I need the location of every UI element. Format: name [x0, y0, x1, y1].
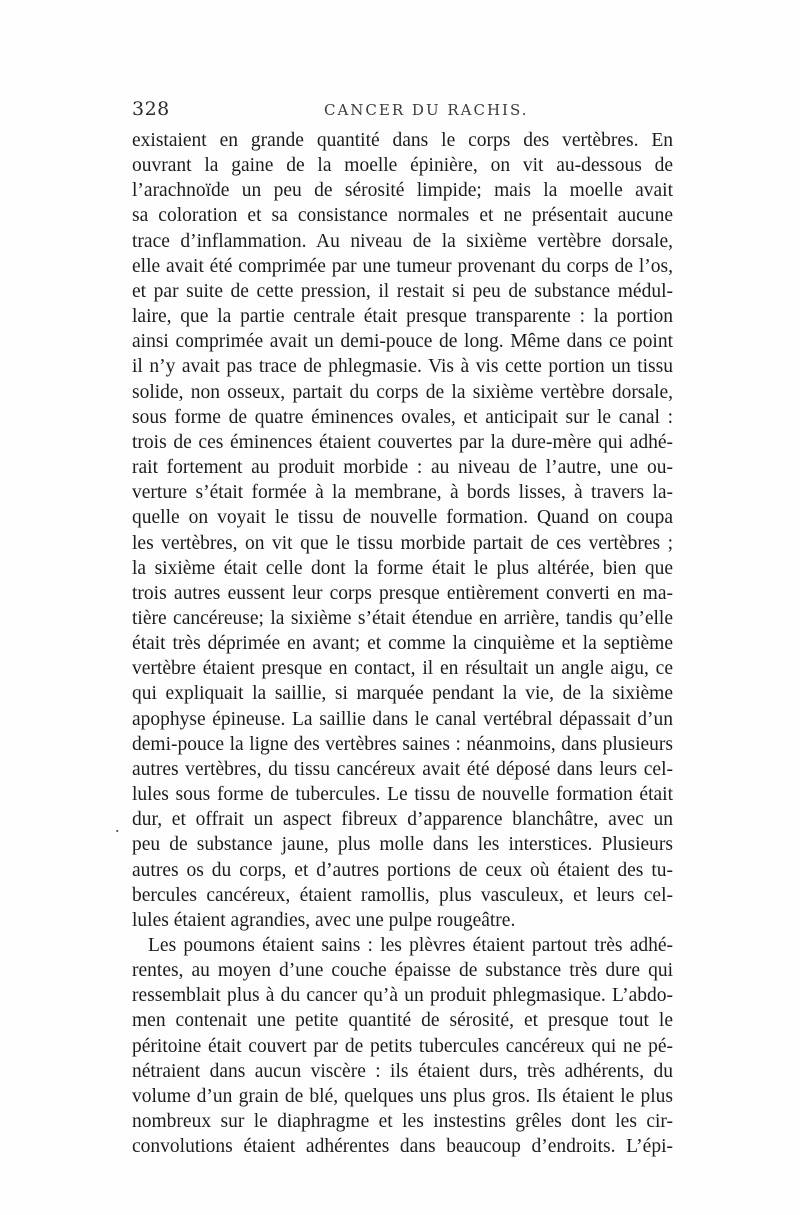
body-text	[132, 128, 673, 1159]
text-line: lules étaient agrandies, avec une pulpe rougeâtre.	[132, 909, 516, 931]
text-line: demi-pouce la ligne des vertèbres saines : néanmoins, dans plusieurs	[132, 733, 673, 755]
text-line: verture s’était formée à la membrane, à bords lisses, à travers la-	[132, 482, 673, 504]
text-line: volume d’un grain de blé, quelques uns plus gros. Ils étaient le plus	[132, 1085, 673, 1107]
text-line: bercules cancéreux, étaient ramollis, plus vasculeux, et leurs cel-	[132, 884, 673, 906]
text-line: il n’y avait pas trace de phlegmasie. Vis à vis cette portion un tissu	[132, 356, 673, 378]
text-line: apophyse épineuse. La saillie dans le canal vertébral dépassait d’un	[132, 708, 673, 730]
text-line: tière cancéreuse; la sixième s’était étendue en arrière, tandis qu’elle	[132, 607, 673, 629]
text-line: peu de substance jaune, plus molle dans les interstices. Plusieurs	[132, 834, 673, 856]
text-line: qui expliquait la saillie, si marquée pendant la vie, de la sixième	[132, 683, 673, 705]
text-line: laire, que la partie centrale était presque transparente : la portion	[132, 306, 673, 328]
page-header	[132, 98, 672, 122]
text-line: l’arachnoïde un peu de sérosité limpide; mais la moelle avait	[132, 180, 673, 202]
text-line: men contenait une petite quantité de sérosité, et presque tout le	[132, 1010, 673, 1032]
text-line: était très déprimée en avant; et comme la cinquième et la septième	[132, 633, 673, 655]
text-line: lules sous forme de tubercules. Le tissu de nouvelle formation était	[132, 784, 673, 806]
text-line: existaient en grande quantité dans le corps des vertèbres. En	[132, 130, 673, 151]
text-line: sa coloration et sa consistance normales et ne présentait aucune	[132, 205, 673, 227]
text-line: ouvrant la gaine de la moelle épinière, on vit au-dessous de	[132, 155, 673, 177]
text-line: nombreux sur le diaphragme et les instestins grêles dont les cir-	[132, 1111, 673, 1133]
text-line: trace d’inflammation. Au niveau de la sixième vertèbre dorsale,	[132, 230, 673, 252]
text-line: sous forme de quatre éminences ovales, et anticipait sur le canal :	[132, 406, 673, 428]
text-line: les vertèbres, on vit que le tissu morbide partait de ces vertèbres ;	[132, 532, 673, 554]
text-line: dur, et offrait un aspect fibreux d’apparence blanchâtre, avec un	[132, 809, 673, 831]
text-line: ainsi comprimée avait un demi-pouce de long. Même dans ce point	[132, 331, 673, 353]
paragraph-1	[132, 128, 673, 933]
text-line: quelle on voyait le tissu de nouvelle formation. Quand on coupa	[132, 507, 673, 529]
paragraph-2	[132, 933, 673, 1159]
text-line: péritoine était couvert par de petits tubercules cancéreux qui ne pé-	[132, 1035, 673, 1057]
margin-mark: .	[115, 816, 120, 836]
text-line: trois de ces éminences étaient couvertes par la dure-mère qui adhé-	[132, 431, 673, 453]
text-line: vertèbre étaient presque en contact, il en résultait un angle aigu, ce	[132, 658, 673, 680]
text-line: ressemblait plus à du cancer qu’à un produit phlegmasique. L’abdo-	[132, 985, 673, 1007]
text-line: Les poumons étaient sains : les plèvres étaient partout très adhé-	[148, 935, 673, 956]
text-line: autres vertèbres, du tissu cancéreux avait été déposé dans leurs cel-	[132, 758, 673, 780]
text-line: et par suite de cette pression, il restait si peu de substance médul-	[132, 280, 673, 302]
page-number: 328	[132, 98, 170, 120]
running-title: CANCER DU RACHIS.	[324, 101, 529, 119]
text-line: la sixième était celle dont la forme était le plus altérée, bien que	[132, 557, 673, 579]
text-line: rentes, au moyen d’une couche épaisse de substance très dure qui	[132, 960, 673, 982]
text-line: elle avait été comprimée par une tumeur provenant du corps de l’os,	[132, 255, 673, 277]
text-line: trois autres eussent leur corps presque entièrement converti en ma-	[132, 582, 673, 604]
text-line: solide, non osseux, partait du corps de la sixième vertèbre dorsale,	[132, 381, 673, 403]
text-line: rait fortement au produit morbide : au niveau de l’autre, une ou-	[132, 457, 673, 479]
text-line: nétraient dans aucun viscère : ils étaient durs, très adhérents, du	[132, 1060, 673, 1082]
text-line: autres os du corps, et d’autres portions de ceux où étaient des tu-	[132, 859, 673, 881]
text-line: convolutions étaient adhérentes dans beaucoup d’endroits. L’épi-	[132, 1136, 673, 1158]
